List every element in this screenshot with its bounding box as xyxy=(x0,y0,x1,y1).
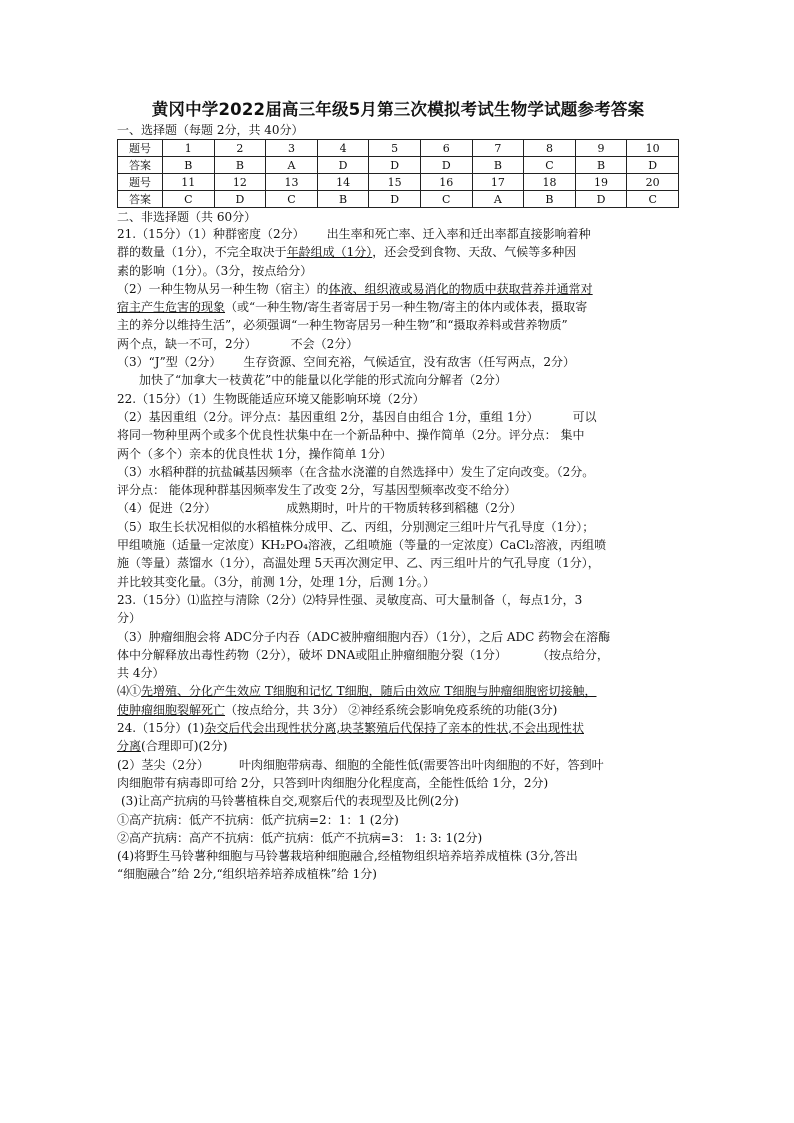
answer-table-cell: B xyxy=(317,191,369,208)
q23-line: 共 4分） xyxy=(117,666,165,681)
answer-table-cell: 16 xyxy=(420,174,472,191)
answer-table-cell: 3 xyxy=(266,140,318,157)
answer-table-cell: 4 xyxy=(317,140,369,157)
answer-table-cell: B xyxy=(163,157,215,174)
q22-line: 两个（多个）亲本的优良性状 1分，操作简单 1分） xyxy=(117,446,392,461)
q23-line: 使肿瘤细胞裂解死亡（按点给分，共 3分） ②神经系统会影响免疫系统的功能(3分) xyxy=(117,702,558,717)
q24-line: ②高产抗病：高产不抗病：低产抗病：低产不抗病=3： 1: 3: 1(2分) xyxy=(117,830,483,845)
answer-table xyxy=(117,139,679,208)
answers-body xyxy=(117,225,679,884)
row-header-cell: 答案 xyxy=(118,191,163,208)
answer-table-cell: D xyxy=(627,157,679,174)
answer-table-cell: 20 xyxy=(627,174,679,191)
row-header-cell: 题号 xyxy=(118,174,163,191)
row-header-cell: 答案 xyxy=(118,157,163,174)
answer-table-cell: C xyxy=(163,191,215,208)
q22-line: （2）基因重组（2分。评分点：基因重组 2分，基因自由组合 1分，重组 1分） 可以 xyxy=(117,409,597,424)
answer-table-cell: B xyxy=(214,157,266,174)
answer-table-cell: B xyxy=(524,191,576,208)
q24-line: ①高产抗病：低产不抗病：低产抗病=2：1：1 (2分) xyxy=(117,812,399,827)
q22-line: （4）促进（2分） 成熟期时，叶片的干物质转移到稻穗（2分） xyxy=(117,501,522,516)
q23-line: （3）肿瘤细胞会将 ADC分子内吞（ADC被肿瘤细胞内吞）（1分），之后 ADC 药物会在溶酶 xyxy=(117,629,611,644)
q22-line: 施（等量）蒸馏水（1分），高温处理 5天再次测定甲、乙、丙三组叶片的气孔导度（1分）， xyxy=(117,556,600,571)
q24-line: 分离(合理即可)(2分) xyxy=(117,739,228,754)
q22-line: 并比较其变化量。（3分，前测 1分，处理 1分，后测 1分。） xyxy=(117,574,435,589)
answer-table-cell: 8 xyxy=(524,140,576,157)
answer-sheet xyxy=(117,96,679,884)
answer-table-cell: C xyxy=(627,191,679,208)
q21-line: 两个点，缺一不可，2分） 不会（2分） xyxy=(117,336,359,351)
answer-table-cell: 17 xyxy=(472,174,524,191)
answer-table-cell: 10 xyxy=(627,140,679,157)
answer-table-cell: C xyxy=(420,191,472,208)
q22-line: 将同一物种里两个或多个优良性状集中在一个新品种中、操作简单（2分。评分点： 集中 xyxy=(117,428,585,443)
q21-line: 素的影响（1分）。（3分，按点给分） xyxy=(117,263,313,278)
answer-table-cell: 19 xyxy=(575,174,627,191)
q22-line: 22.（15分）（1）生物既能适应环境又能影响环境（2分） xyxy=(117,391,425,406)
answer-table-cell: 9 xyxy=(575,140,627,157)
section-choice-heading: 一、选择题（每题 2分，共 40分） xyxy=(117,123,304,137)
answer-table-row xyxy=(118,140,679,157)
q21-line: 加快了“加拿大一枝黄花”中的能量以化学能的形式流向分解者（2分） xyxy=(139,373,507,388)
answer-table-cell: D xyxy=(369,191,421,208)
answer-table-cell: 18 xyxy=(524,174,576,191)
answer-table-cell: 5 xyxy=(369,140,421,157)
q23-line: 分） xyxy=(117,611,142,626)
q21-line: 主的养分以维持生活”，必须强调“一种生物寄居另一种生物”和“摄取养料或营养物质” xyxy=(117,318,568,333)
answer-table-row xyxy=(118,157,679,174)
q21-line: （3）“J”型（2分） 生存资源、空间充裕，气候适宜，没有敌害（任写两点，2分） xyxy=(117,355,575,370)
q22-line: （5）取生长状况相似的水稻植株分成甲、乙、丙组，分别测定三组叶片气孔导度（1分）； xyxy=(117,519,595,534)
answer-table-cell: 11 xyxy=(163,174,215,191)
q22-line: （3）水稻种群的抗盐碱基因频率（在含盐水浇灌的自然选择中）发生了定向改变。（2分。 xyxy=(117,464,595,479)
answer-table-cell: D xyxy=(369,157,421,174)
q21-line: 宿主产生危害的现象（或“一种生物/寄生者寄居于另一种生物/寄主的体内或体表，摄取寄 xyxy=(117,300,588,315)
answer-table-cell: B xyxy=(472,157,524,174)
q24-line: (3)让高产抗病的马铃薯植株自交,观察后代的表现型及比例(2分) xyxy=(121,794,459,809)
q24-line: “细胞融合”给 2分,“组织培养培养成植株”给 1分) xyxy=(117,867,377,882)
row-header-cell: 题号 xyxy=(118,140,163,157)
answer-table-cell: 1 xyxy=(163,140,215,157)
q22-line: 甲组喷施（适量一定浓度）KH₂PO₄溶液，乙组喷施（等量的一定浓度）CaCl₂溶液，丙组喷 xyxy=(117,538,607,553)
answer-table-cell: 7 xyxy=(472,140,524,157)
answer-table-row xyxy=(118,174,679,191)
q23-line: 23.（15分）⑴监控与清除（2分）⑵特异性强、灵敏度高、可大量制备（，每点1分，3 xyxy=(117,592,583,607)
answer-table-cell: 13 xyxy=(266,174,318,191)
answer-table-cell: 14 xyxy=(317,174,369,191)
answer-table-cell: D xyxy=(317,157,369,174)
answer-table-cell: 2 xyxy=(214,140,266,157)
q21-line: （2）一种生物从另一种生物（宿主）的体液、组织液或易消化的物质中获取营养并通常对 xyxy=(117,281,593,296)
answer-table-cell: C xyxy=(266,191,318,208)
q21-line: 群的数量（1分），不完全取决于年龄组成（1分），还会受到食物、天敌、气候等多种因 xyxy=(117,245,577,260)
answer-table-row xyxy=(118,191,679,208)
answer-table-cell: B xyxy=(575,157,627,174)
section-nonchoice-heading: 二、非选择题（共 60分） xyxy=(117,210,257,224)
answer-table-cell: C xyxy=(524,157,576,174)
q21-line: 21.（15分）（1）种群密度（2分） 出生率和死亡率、迁入率和迁出率都直接影响着种 xyxy=(117,227,591,241)
answer-table-cell: 12 xyxy=(214,174,266,191)
answer-table-cell: A xyxy=(266,157,318,174)
answer-table-cell: D xyxy=(214,191,266,208)
answer-table-cell: D xyxy=(420,157,472,174)
answer-table-cell: D xyxy=(575,191,627,208)
q23-line: 体中分解释放出毒性药物（2分），破坏 DNA或阻止肿瘤细胞分裂（1分） （按点给分， xyxy=(117,647,609,662)
q24-line: (4)将野生马铃薯种细胞与马铃薯栽培种细胞融合,经植物组织培养培养成植株 (3分,答出 xyxy=(117,849,578,864)
document-title: 黄冈中学2022届高三年级5月第三次模拟考试生物学试题参考答案 xyxy=(151,100,645,119)
q24-line: 24.（15分）(1)杂交后代会出现性状分离,块茎繁殖后代保持了亲本的性状,不会出现性状 xyxy=(117,721,584,736)
q24-line: (2）茎尖（2分） 叶肉细胞带病毒、细胞的全能性低(需要答出叶肉细胞的不好，答到叶 xyxy=(117,757,604,772)
q22-line: 评分点： 能体现种群基因频率发生了改变 2分，写基因型频率改变不给分） xyxy=(117,483,517,498)
q23-line: ⑷①先增殖、分化产生效应 T细胞和记忆 T细胞，随后由效应 T细胞与肿瘤细胞密切接触， xyxy=(117,684,597,699)
answer-table-cell: 15 xyxy=(369,174,421,191)
q24-line: 肉细胞带有病毒即可给 2分，只答到叶肉细胞分化程度高，全能性低给 1分，2分) xyxy=(117,775,549,790)
answer-table-cell: 6 xyxy=(420,140,472,157)
answer-table-cell: A xyxy=(472,191,524,208)
